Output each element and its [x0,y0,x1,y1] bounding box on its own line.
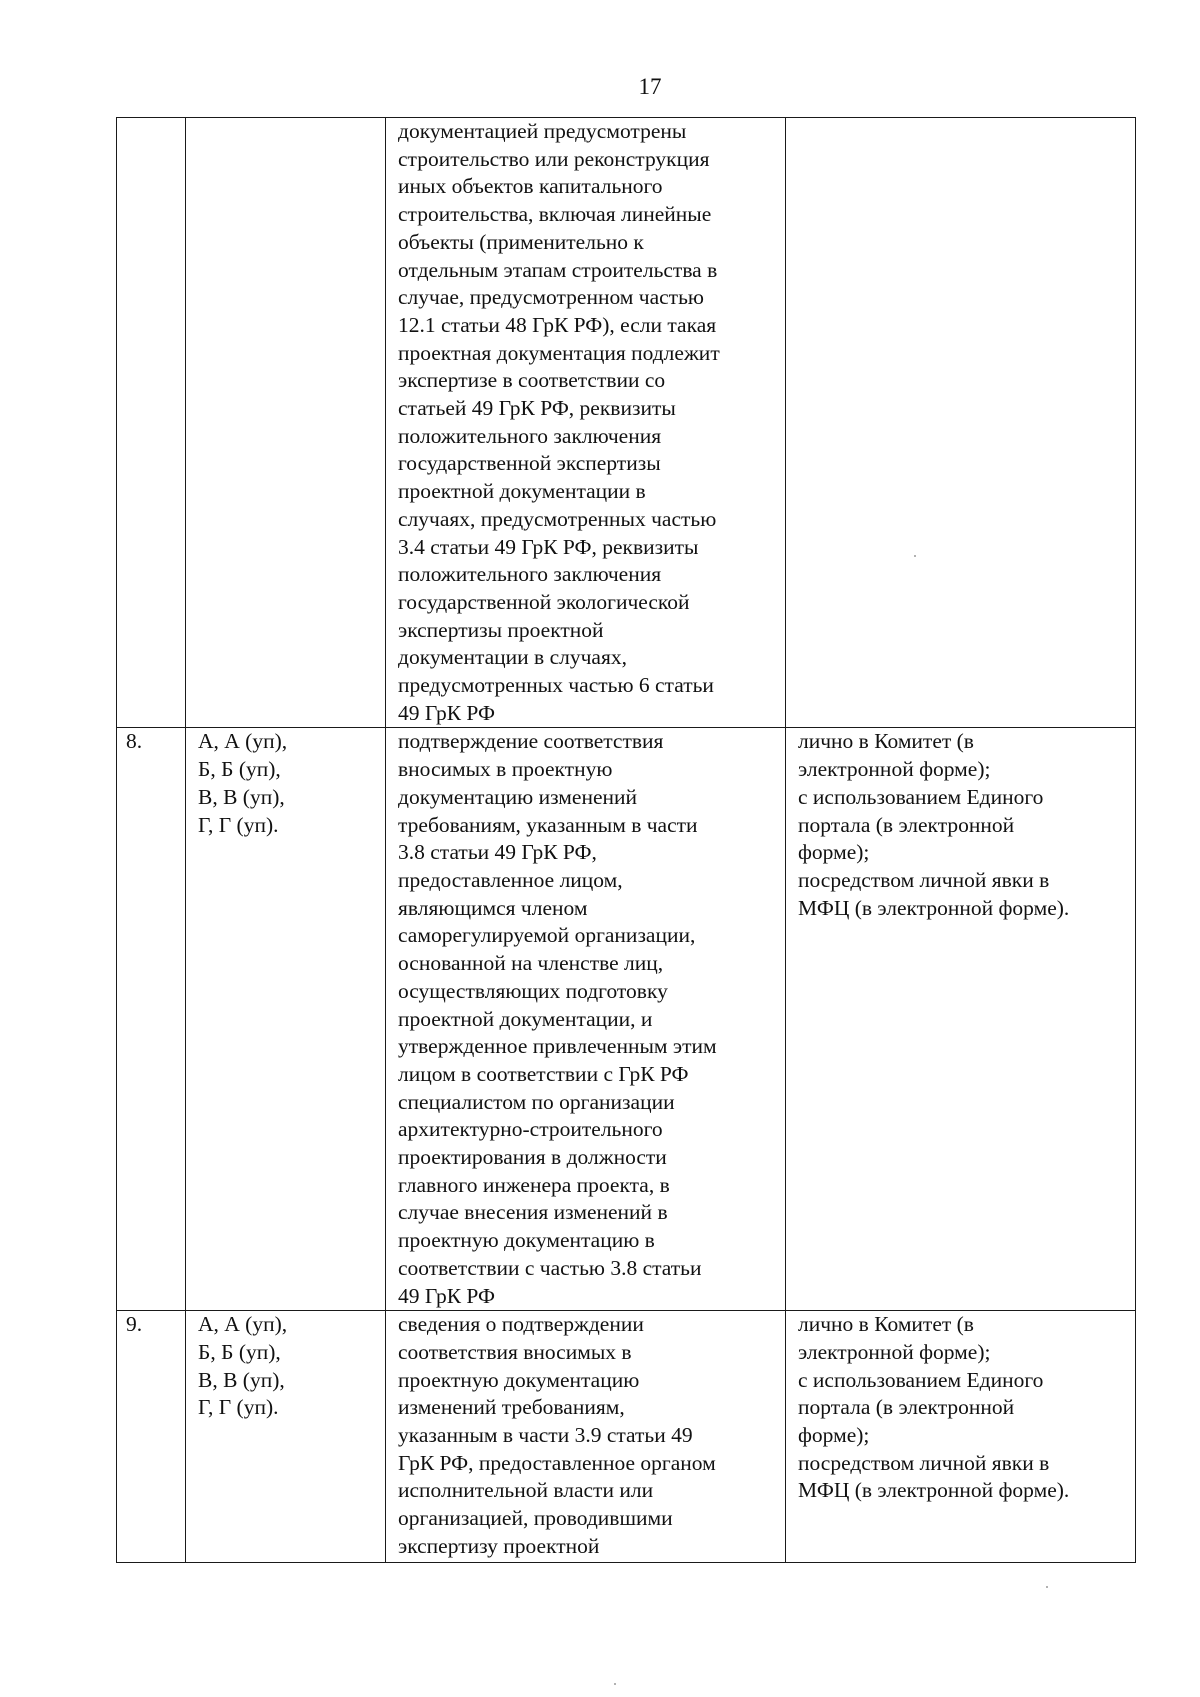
document-text-line: осуществляющих подготовку [398,978,668,1003]
row-number-cell [117,728,186,1311]
applicant-category-line: Б, Б (уп), [198,1339,281,1364]
applicant-category-line: А, А (уп), [198,1312,288,1337]
submission-method-line: электронной форме); [798,757,991,782]
document-description-cell [386,118,786,728]
document-text-line: 3.4 статьи 49 ГрК РФ, реквизиты [398,534,699,559]
document-description-cell [386,728,786,1311]
document-description-cell [386,1311,786,1563]
applicant-category-line: А, А (уп), [198,729,288,754]
document-text-line: саморегулируемой организации, [398,923,696,948]
document-text-line: сведения о подтверждении [398,1312,644,1337]
submission-method-line: форме); [798,1423,870,1448]
submission-method-line: с использованием Единого [798,1367,1044,1392]
document-text-line: случае внесения изменений в [398,1200,668,1225]
scan-speck [614,1683,616,1685]
document-text-line: случаях, предусмотренных частью [398,506,717,531]
applicant-categories-cell [186,118,386,728]
document-text-line: проектную документацию [398,1367,640,1392]
applicant-category-line: Б, Б (уп), [198,757,281,782]
document-text-line: 49 ГрК РФ [398,1283,495,1308]
document-text-line: утвержденное привлеченным этим [398,1034,717,1059]
document-text-line: экспертизы проектной [398,617,604,642]
document-text-line: основанной на членстве лиц, [398,951,664,976]
submission-method-line: электронной форме); [798,1339,991,1364]
document-text-line: документацию изменений [398,784,638,809]
document-text-line: организацией, проводившими [398,1506,673,1531]
document-text-line: 12.1 статьи 48 ГрК РФ), если такая [398,312,717,337]
row-number: 8. [126,729,143,754]
document-text-line: иных объектов капитального [398,174,663,199]
document-text-line: лицом в соответствии с ГрК РФ [398,1061,689,1086]
row-number: 9. [126,1312,143,1337]
table-row [117,118,1136,728]
document-text-line: изменений требованиям, [398,1395,625,1420]
document-text-line: архитектурно-строительного [398,1117,663,1142]
requirements-table [116,117,1136,1563]
document-text-line: главного инженера проекта, в [398,1172,670,1197]
applicant-categories-cell [186,728,386,1311]
table-row [117,1311,1136,1563]
document-text-line: объекты (применительно к [398,229,644,254]
submission-method-line: МФЦ (в электронной форме). [798,895,1070,920]
submission-method-line: портала (в электронной [798,1395,1015,1420]
document-text-line: государственной экспертизы [398,451,661,476]
applicant-category-line: Г, Г (уп). [198,1395,279,1420]
scan-speck [914,555,916,557]
document-text-line: предоставленное лицом, [398,867,623,892]
document-text-line: соответствия вносимых в [398,1339,632,1364]
document-text-line: специалистом по организации [398,1089,675,1114]
submission-method-line: лично в Комитет (в [798,729,974,754]
submission-method-line: посредством личной явки в [798,867,1050,892]
document-text-line: документации в случаях, [398,645,627,670]
document-text-line: являющимся членом [398,895,588,920]
document-text-line: проектирования в должности [398,1145,667,1170]
document-text-line: строительство или реконструкция [398,146,710,171]
submission-method-line: портала (в электронной [798,812,1015,837]
document-text-line: проектная документация подлежит [398,340,720,365]
document-text-line: 49 ГрК РФ [398,700,495,725]
document-text-line: указанным в части 3.9 статьи 49 [398,1423,693,1448]
submission-method-cell [786,728,1136,1311]
document-text-line: предусмотренных частью 6 статьи [398,673,714,698]
document-text-line: проектной документации в [398,479,646,504]
applicant-category-line: В, В (уп), [198,784,285,809]
document-text-line: строительства, включая линейные [398,202,712,227]
document-text-line: исполнительной власти или [398,1478,654,1503]
document-text-line: экспертизу проектной [398,1533,600,1558]
submission-method-cell [786,118,1136,728]
row-number-cell [117,1311,186,1563]
document-text-line: экспертизе в соответствии со [398,368,666,393]
submission-method-line: форме); [798,840,870,865]
document-text-line: положительного заключения [398,562,662,587]
document-text-line: статьей 49 ГрК РФ, реквизиты [398,396,676,421]
applicant-category-line: В, В (уп), [198,1367,285,1392]
submission-method-line: с использованием Единого [798,784,1044,809]
row-number-cell [117,118,186,728]
applicant-category-line: Г, Г (уп). [198,812,279,837]
scan-speck [1046,1586,1048,1588]
applicant-categories-cell [186,1311,386,1563]
document-text-line: положительного заключения [398,423,662,448]
document-text-line: отдельным этапам строительства в [398,257,718,282]
document-text-line: ГрК РФ, предоставленное органом [398,1450,716,1475]
document-text-line: подтверждение соответствия [398,729,664,754]
document-text-line: соответствии с частью 3.8 статьи [398,1255,702,1280]
page-number: 17 [638,74,662,99]
document-text-line: государственной экологической [398,589,690,614]
document-text-line: случае, предусмотренном частью [398,285,704,310]
submission-method-line: посредством личной явки в [798,1450,1050,1475]
submission-method-line: лично в Комитет (в [798,1312,974,1337]
document-text-line: проектной документации, и [398,1006,653,1031]
submission-method-line: МФЦ (в электронной форме). [798,1478,1070,1503]
document-text-line: проектную документацию в [398,1228,655,1253]
document-text-line: вносимых в проектную [398,757,613,782]
document-text-line: 3.8 статьи 49 ГрК РФ, [398,840,597,865]
table-row [117,728,1136,1311]
document-text-line: документацией предусмотрены [398,119,687,143]
submission-method-cell [786,1311,1136,1563]
document-text-line: требованиям, указанным в части [398,812,698,837]
